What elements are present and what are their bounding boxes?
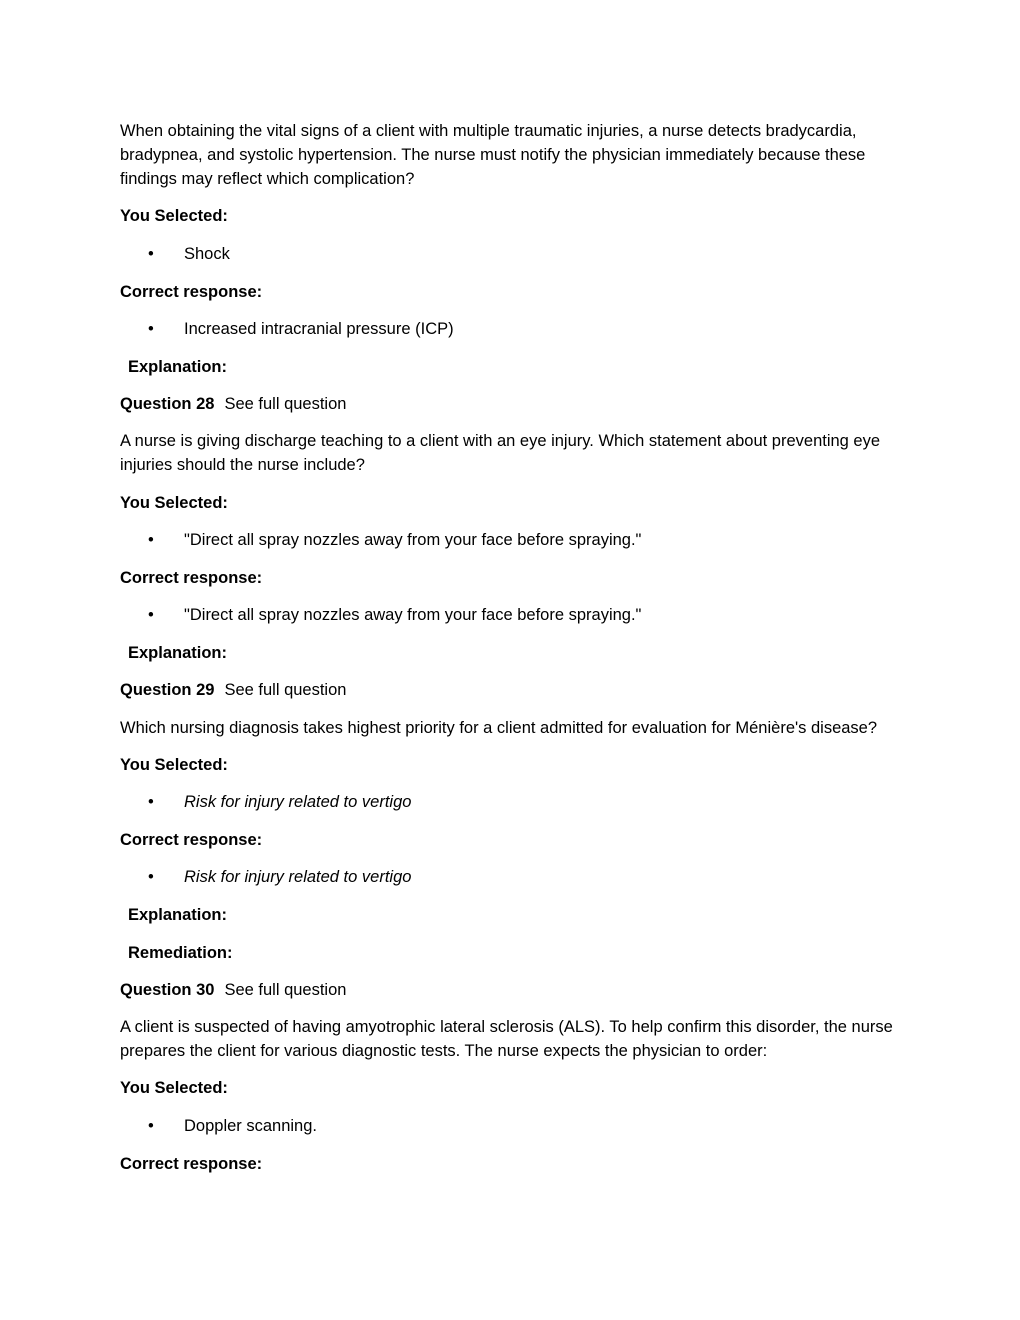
bullet: •: [148, 245, 154, 263]
you-selected-label: You Selected:: [120, 756, 228, 774]
correct-answer: "Direct all spray nozzles away from your face before spraying.": [184, 606, 642, 624]
selected-answer: "Direct all spray nozzles away from your face before spraying.": [184, 531, 642, 549]
bullet: •: [148, 1117, 154, 1135]
see-full-question-link[interactable]: See full question: [224, 395, 347, 413]
explanation-label: Explanation:: [128, 644, 228, 662]
correct-answer: Risk for injury related to vertigo: [184, 868, 412, 886]
explanation-label: Explanation:: [128, 358, 228, 376]
question-text: A nurse is giving discharge teaching to a client with an eye injury. Which statement about preventing eye injuries should the nurse include?: [120, 432, 881, 474]
bullet: •: [148, 606, 154, 624]
selected-answer: Shock: [184, 245, 230, 263]
question-text: When obtaining the vital signs of a client with multiple traumatic injuries, a nurse detects bradycardia, bradypnea, and systolic hypertension. The nurse must notify the physician immediately because these findings may reflect which complication?: [120, 122, 866, 188]
see-full-question-link[interactable]: See full question: [224, 681, 347, 699]
question-text: A client is suspected of having amyotrophic lateral sclerosis (ALS). To help confirm this disorder, the nurse prepares the client for various diagnostic tests. The nurse expects the physician to order:: [120, 1018, 893, 1060]
remediation-label: Remediation:: [128, 944, 233, 962]
correct-response-label: Correct response:: [120, 569, 263, 587]
question-number: Question 28: [120, 395, 215, 413]
selected-answer: Doppler scanning.: [184, 1117, 317, 1135]
you-selected-label: You Selected:: [120, 207, 228, 225]
correct-response-label: Correct response:: [120, 1155, 263, 1173]
question-text: Which nursing diagnosis takes highest priority for a client admitted for evaluation for Ménière's disease?: [120, 719, 878, 737]
question-number: Question 30: [120, 981, 215, 999]
correct-response-label: Correct response:: [120, 283, 263, 301]
question-heading: [120, 678, 910, 702]
see-full-question-link[interactable]: See full question: [224, 981, 347, 999]
correct-response-label: Correct response:: [120, 831, 263, 849]
you-selected-label: You Selected:: [120, 494, 228, 512]
bullet: •: [148, 531, 154, 549]
selected-answer: Risk for injury related to vertigo: [184, 793, 412, 811]
bullet: •: [148, 793, 154, 811]
explanation-label: Explanation:: [128, 906, 228, 924]
question-heading: [120, 978, 910, 1002]
question-number: Question 29: [120, 681, 215, 699]
question-heading: [120, 392, 910, 416]
you-selected-label: You Selected:: [120, 1079, 228, 1097]
correct-answer: Increased intracranial pressure (ICP): [184, 320, 454, 338]
bullet: •: [148, 320, 154, 338]
bullet: •: [148, 868, 154, 886]
